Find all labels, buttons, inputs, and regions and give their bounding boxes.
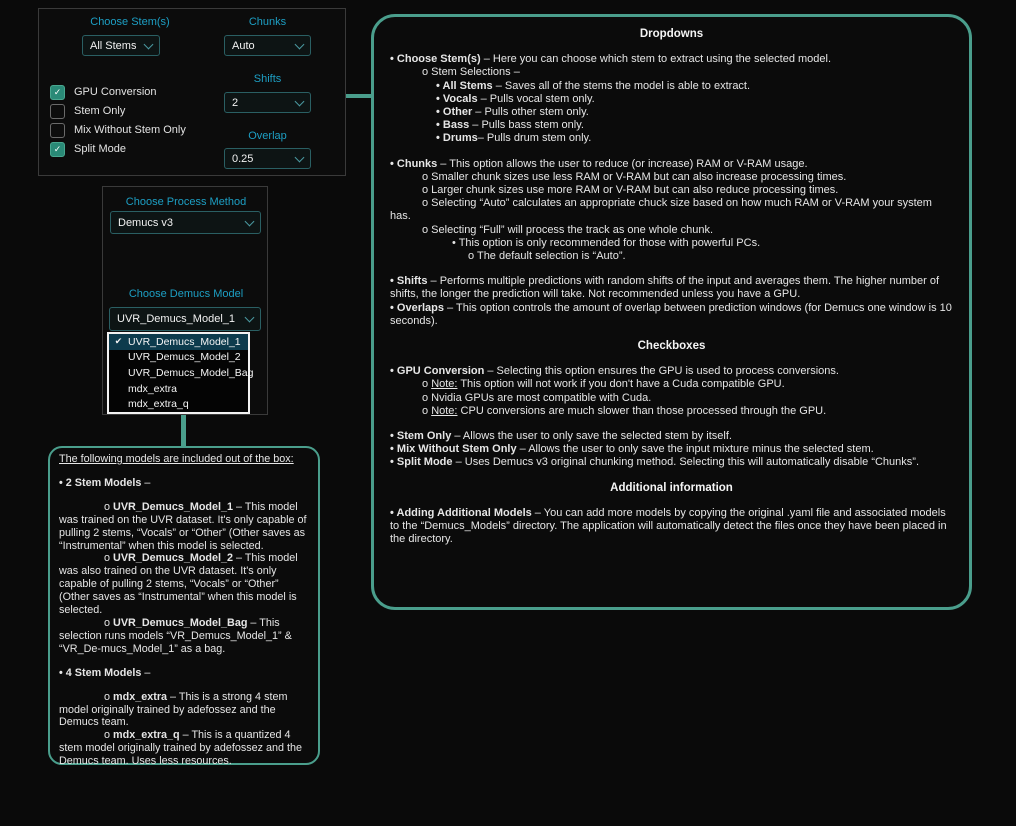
overlap-label: Overlap: [248, 130, 287, 142]
text-bold: UVR_Demucs_Model_1: [113, 500, 234, 513]
text-run: o Nvidia GPUs are most compatible with Cuda.: [422, 391, 652, 404]
checkbox-row[interactable]: [50, 85, 186, 99]
text-run: – This model was trained on the UVR dataset. It's only capable of pulling 2 stems, “Vocals” or “Other” (Other saves as “Instrumental” when this model is selected.: [59, 500, 307, 552]
spacer: [59, 490, 309, 501]
chevron-down-icon: [295, 96, 305, 106]
process-method-label: Choose Process Method: [125, 196, 247, 208]
checkbox-row[interactable]: [50, 104, 186, 118]
text-run: o: [104, 616, 114, 629]
text-line: [390, 80, 953, 93]
spacer: [390, 263, 953, 275]
text-bold: • Choose Stem(s): [390, 53, 481, 66]
text-line: [390, 53, 953, 66]
demucs-model-dropdown[interactable]: [109, 307, 261, 331]
section-heading: Checkboxes: [637, 340, 706, 353]
text-line: [390, 392, 953, 405]
text-run: This option will not work if you don't have a Cuda compatible GPU.: [457, 378, 785, 391]
process-method-dropdown[interactable]: [110, 211, 261, 234]
text-run: – Selecting this option ensures the GPU is used to process conversions.: [484, 365, 839, 378]
chunks-dropdown[interactable]: [224, 35, 311, 56]
text-run: – Here you can choose which stem to extract using the selected model.: [480, 53, 832, 66]
text-run: – Pulls vocal stem only.: [477, 92, 595, 105]
text-line: [390, 443, 953, 456]
text-bold: • 2 Stem Models: [59, 476, 142, 489]
text-line: [390, 302, 953, 328]
chunks-dropdown-value: Auto: [232, 39, 255, 52]
checkbox-row[interactable]: [50, 123, 186, 137]
text-run: – This option controls the amount of overlap between prediction windows (for Demucs one window is 10 seconds).: [390, 301, 952, 327]
connector-line-horizontal: [346, 94, 372, 98]
checkbox-checked-icon[interactable]: ✓: [50, 142, 65, 157]
text-bold: • 4 Stem Models: [59, 666, 142, 679]
text-bold: • All Stems: [436, 79, 493, 92]
text-bold: • Shifts: [390, 275, 428, 288]
shifts-dropdown-value: 2: [232, 96, 239, 109]
text-run: – Performs multiple predictions with random shifts of the input and averages them. The higher number of shifts, the longer the prediction will take. Not recommended unless you have a GPU.: [390, 275, 940, 301]
model-option-label: UVR_Demucs_Model_1: [128, 335, 241, 348]
spacer: [59, 466, 309, 477]
text-run: o The default selection is “Auto”.: [468, 250, 626, 263]
demucs-model-value: UVR_Demucs_Model_1: [117, 313, 235, 325]
stems-dropdown[interactable]: [82, 35, 160, 56]
text-run: –: [141, 476, 151, 489]
text-line: [390, 119, 953, 132]
text-line: [59, 501, 309, 553]
check-icon: ✔: [114, 336, 123, 347]
checkbox-row[interactable]: [50, 142, 186, 156]
text-run: o: [104, 729, 114, 742]
text-run: – This selection runs models “VR_Demucs_Model_1” & “VR_De-mucs_Model_1” as a bag.: [59, 616, 292, 655]
text-bold: mdx_extra: [113, 690, 168, 703]
checkbox-unchecked-icon[interactable]: [50, 123, 65, 138]
text-line: [390, 197, 953, 223]
overlap-dropdown[interactable]: [224, 148, 311, 169]
text-line: [390, 171, 953, 184]
text-bold: • Adding Additional Models: [390, 506, 532, 519]
text-line: [59, 453, 309, 466]
demucs-model-open-list: [107, 332, 254, 414]
text-line: [390, 275, 953, 301]
spacer: [390, 495, 953, 507]
text-line: [390, 237, 953, 250]
checkbox-unchecked-icon[interactable]: [50, 104, 65, 119]
text-run: – Saves all of the stems the model is able to extract.: [492, 79, 751, 92]
text-bold: • Overlaps: [390, 301, 444, 314]
text-run: – This model was also trained on the UVR dataset. It's only capable of pulling 2 stems, “Vocals” or “Other” (Other saves as “Instrumental” when this model is selected.: [59, 552, 298, 617]
model-option[interactable]: [109, 350, 248, 366]
model-option[interactable]: [109, 381, 248, 397]
text-run: –: [141, 666, 151, 679]
shifts-dropdown[interactable]: [224, 92, 311, 113]
text-bold: • Drums: [436, 132, 478, 145]
text-run: • This option is only recommended for those with powerful PCs.: [452, 236, 761, 249]
stems-label: Choose Stem(s): [90, 16, 170, 28]
text-line: [390, 405, 953, 418]
text-line: [59, 552, 309, 617]
stems-dropdown-value: All Stems: [90, 39, 137, 52]
model-option-label: UVR_Demucs_Model_2: [128, 351, 241, 364]
checkbox-checked-icon[interactable]: ✓: [50, 85, 65, 100]
text-run: – Allows the user to only save the selected stem by itself.: [451, 430, 732, 443]
text-bold: • Stem Only: [390, 430, 452, 443]
text-line: [59, 617, 309, 656]
checkbox-label: Split Mode: [74, 143, 126, 155]
chevron-down-icon: [295, 152, 305, 162]
text-run: – Uses Demucs v3 original chunking method. Selecting this will automatically disable “Chunks”.: [452, 456, 920, 469]
model-option[interactable]: [109, 334, 248, 350]
text-run: o: [104, 552, 114, 565]
text-run: – Pulls drum stem only.: [477, 132, 592, 145]
text-line: [59, 729, 309, 768]
text-bold: • Vocals: [436, 92, 478, 105]
demucs-model-label: Choose Demucs Model: [128, 288, 244, 300]
text-line: [390, 66, 953, 79]
checkbox-group: [50, 85, 186, 156]
chevron-down-icon: [245, 216, 255, 226]
text-underline: Note:: [431, 378, 458, 391]
model-option[interactable]: [109, 365, 254, 381]
text-run: o: [422, 404, 432, 417]
help-content: [374, 17, 969, 558]
text-run: o Selecting “Auto” calculates an appropriate chuck size based on how much RAM or V-RAM your system has.: [390, 197, 932, 223]
spacer: [390, 470, 953, 482]
text-line: [390, 507, 953, 547]
connector-line-vertical: [181, 415, 186, 446]
spacer: [390, 418, 953, 430]
spacer: [59, 680, 309, 691]
models-note-panel: [48, 446, 320, 768]
text-line: [390, 378, 953, 391]
text-line: [390, 158, 953, 171]
spacer: [390, 328, 953, 340]
text-run: o Selecting “Full” will process the track as one whole chunk.: [422, 223, 714, 236]
text-run: – Allows the user to only save the input mixture minus the selected stem.: [516, 443, 874, 456]
text-run: CPU conversions are much slower than those processed through the GPU.: [457, 404, 827, 417]
text-line: [390, 106, 953, 119]
text-line: [390, 93, 953, 106]
overlap-dropdown-value: 0.25: [232, 152, 254, 165]
text-bold: UVR_Demucs_Model_2: [113, 552, 234, 565]
checkbox-label: Stem Only: [74, 105, 126, 117]
text-line: [390, 224, 953, 237]
text-run: – Pulls bass stem only.: [469, 119, 584, 132]
text-line: [59, 477, 309, 490]
models-note-content: [50, 448, 318, 773]
text-bold: • Mix Without Stem Only: [390, 443, 517, 456]
spacer: [59, 656, 309, 667]
model-option-label: mdx_extra_q: [128, 398, 189, 411]
chevron-down-icon: [144, 39, 154, 49]
text-bold: • Chunks: [390, 157, 438, 170]
text-underline: Note:: [431, 404, 458, 417]
text-run: o Smaller chunk sizes use less RAM or V-RAM but can also increase processing times.: [422, 170, 847, 183]
process-method-value: Demucs v3: [118, 216, 174, 229]
text-line: [59, 667, 309, 680]
text-bold: • GPU Conversion: [390, 365, 485, 378]
section-heading: Additional information: [610, 481, 733, 494]
checkbox-label: GPU Conversion: [74, 86, 157, 98]
text-bold: mdx_extra_q: [113, 729, 180, 742]
text-bold: • Bass: [436, 119, 470, 132]
text-run: – You can add more models by copying the original .yaml file and associated models to the “Demucs_Models” directory. The application will automatically detect the files once they have been placed in the directory.: [390, 506, 947, 546]
text-underline: The following models are included out of the box:: [59, 453, 294, 465]
model-option-label: UVR_Demucs_Model_Bag: [128, 366, 254, 379]
text-run: o Stem Selections –: [422, 66, 520, 79]
text-run: – This is a quantized 4 stem model originally trained by adefossez and the Demucs team. Uses less resources.: [59, 729, 303, 768]
help-panel: [371, 14, 972, 610]
text-run: o: [422, 378, 432, 391]
model-option-label: mdx_extra: [128, 382, 178, 395]
text-run: – This option allows the user to reduce (or increase) RAM or V-RAM usage.: [437, 157, 808, 170]
text-line: [390, 365, 953, 378]
text-line: [390, 132, 953, 145]
text-run: – Pulls other stem only.: [472, 106, 589, 119]
spacer: [390, 353, 953, 365]
spacer: [390, 41, 953, 53]
chevron-down-icon: [295, 39, 305, 49]
chunks-label: Chunks: [248, 16, 287, 28]
text-run: o: [104, 690, 114, 703]
spacer: [390, 146, 953, 158]
text-run: – This is a strong 4 stem model originally trained by adefossez and the Demucs team.: [59, 690, 288, 729]
controls-panel: [38, 8, 346, 176]
text-line: [390, 456, 953, 469]
shifts-label: Shifts: [253, 73, 282, 85]
section-heading: Dropdowns: [639, 28, 704, 40]
text-bold: • Split Mode: [390, 456, 453, 469]
text-bold: UVR_Demucs_Model_Bag: [113, 616, 248, 629]
text-bold: • Other: [436, 106, 473, 119]
text-run: o Larger chunk sizes use more RAM or V-RAM but can also reduce processing times.: [422, 184, 839, 197]
model-option[interactable]: [109, 396, 248, 412]
text-line: [390, 250, 953, 263]
chevron-down-icon: [245, 313, 255, 323]
text-line: [390, 430, 953, 443]
text-line: [59, 691, 309, 730]
checkbox-label: Mix Without Stem Only: [74, 124, 186, 136]
text-run: o: [104, 500, 114, 513]
text-line: [390, 184, 953, 197]
